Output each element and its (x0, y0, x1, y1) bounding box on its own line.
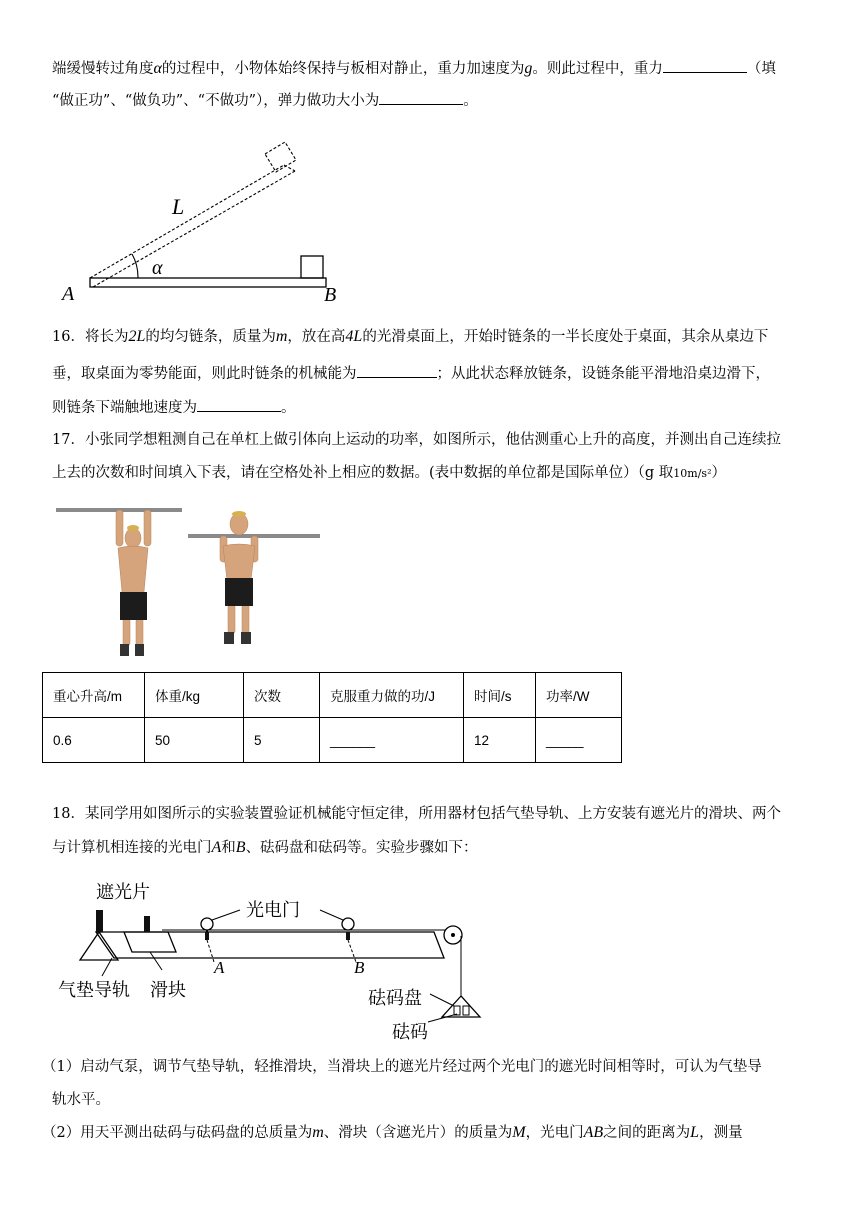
symbol-g: g (524, 60, 533, 77)
text: （填 (746, 61, 776, 77)
text: 上去的次数和时间填入下表，请在空格处补上相应的数据。(表中数据的单位都是国际单位）（g 取 (52, 465, 674, 481)
rail-label: 气垫导轨 (58, 980, 130, 1001)
text: ，放在高 (287, 329, 346, 345)
table-cell: 0.6 (43, 718, 145, 763)
text: ，光电门 (525, 1125, 584, 1141)
answer-blank[interactable] (379, 90, 463, 105)
answer-cell[interactable]: ______ (320, 718, 464, 763)
answer-blank[interactable] (357, 363, 437, 378)
text: 和 (221, 840, 236, 856)
table-row (43, 718, 622, 763)
text: 垂，取桌面为零势能面，则此时链条的机械能为 (52, 366, 357, 382)
symbol-AB: AB (583, 1124, 604, 1141)
slider-label: 滑块 (150, 980, 186, 1001)
point-A-label: A (62, 283, 75, 305)
gate-A-label: A (214, 958, 225, 977)
text: 的光滑桌面上，开始时链条的一半长度处于桌面，其余从桌边下 (362, 329, 769, 345)
pan-label: 砝码盘 (368, 988, 422, 1009)
answer-blank[interactable] (197, 397, 281, 412)
symbol-B: B (235, 839, 246, 856)
photogate-label: 光电门 (246, 900, 300, 921)
symbol-m: m (312, 1124, 324, 1141)
text: “做正功”、“做负功”、“不做功”），弹力做功大小为 (52, 93, 380, 109)
text: ，测量 (699, 1125, 743, 1141)
text: 、滑块（含遮光片）的质量为 (323, 1125, 513, 1141)
symbol-L: L (690, 1124, 700, 1141)
text: 。 (281, 400, 296, 416)
q16-line-1 (52, 327, 812, 347)
text: 则链条下端触地速度为 (52, 400, 197, 416)
text: 之间的距离为 (603, 1125, 691, 1141)
gate-B-label: B (354, 958, 365, 977)
q15-line-2 (52, 90, 812, 111)
answer-blank[interactable] (663, 58, 747, 73)
symbol-4L: 4L (345, 328, 363, 345)
header-cell: 重心升高/m (43, 673, 145, 718)
text: 。 (463, 93, 478, 109)
table-cell: 5 (244, 718, 320, 763)
header-cell: 时间/s (464, 673, 536, 718)
symbol-M: M (512, 1124, 526, 1141)
table-cell: 12 (464, 718, 536, 763)
text: 端缓慢转过角度 (52, 61, 154, 77)
text: 的均匀链条，质量为 (145, 329, 276, 345)
q18-line-1 (52, 804, 812, 824)
header-cell: 克服重力做的功/J (320, 673, 464, 718)
board-figure (58, 138, 358, 308)
header-cell: 功率/W (536, 673, 622, 718)
header-cell: 体重/kg (145, 673, 244, 718)
text: ） (711, 465, 726, 481)
text: 。则此过程中，重力 (532, 61, 663, 77)
text: 轨水平。 (52, 1092, 110, 1108)
symbol-A: A (211, 839, 222, 856)
text: 17．小张同学想粗测自己在单杠上做引体向上运动的功率，如图所示，他估测重心上升的高度，并测出自己连续拉 (52, 432, 781, 448)
text: 16．将长为 (52, 329, 129, 345)
text: 的过程中，小物体始终保持与板相对静止，重力加速度为 (161, 61, 525, 77)
header-cell: 次数 (244, 673, 320, 718)
table-header-row (43, 673, 622, 718)
apparatus-figure (52, 872, 492, 1044)
q18-line-2 (52, 838, 812, 858)
unit-g: 10m/s² (673, 467, 712, 480)
q15-line-1 (52, 58, 812, 79)
length-label: L (172, 194, 185, 219)
shade-label: 遮光片 (96, 882, 150, 903)
step2-line-1 (42, 1123, 802, 1143)
text: 与计算机相连接的光电门 (52, 840, 212, 856)
step1-line-2 (52, 1090, 812, 1110)
text: 、砝码盘和砝码等。实验步骤如下： (245, 840, 478, 856)
angle-label: α (152, 257, 163, 279)
text: （2）用天平测出砝码与砝码盘的总质量为 (42, 1125, 313, 1141)
q16-line-3 (52, 397, 812, 418)
text: （1）启动气泵，调节气垫导轨，轻推滑块，当滑块上的遮光片经过两个光电门的遮光时间相等时，可认为气垫导 (42, 1059, 762, 1075)
weight-label: 砝码 (392, 1022, 428, 1043)
point-B-label: B (324, 284, 337, 306)
data-table (42, 672, 622, 763)
pullup-figure (52, 500, 324, 665)
text: ；从此状态释放链条，设链条能平滑地沿桌边滑下， (436, 366, 770, 382)
symbol-alpha: α (153, 60, 162, 77)
q17-line-2 (52, 463, 812, 484)
step1-line-1 (42, 1057, 802, 1077)
symbol-m: m (275, 328, 288, 345)
answer-cell[interactable]: _____ (536, 718, 622, 763)
table-cell: 50 (145, 718, 244, 763)
symbol-2L: 2L (128, 328, 146, 345)
q16-line-2 (52, 363, 812, 384)
q17-line-1 (52, 430, 812, 450)
text: 18．某同学用如图所示的实验装置验证机械能守恒定律，所用器材包括气垫导轨、上方安装有遮光片的滑块、两个 (52, 806, 781, 822)
